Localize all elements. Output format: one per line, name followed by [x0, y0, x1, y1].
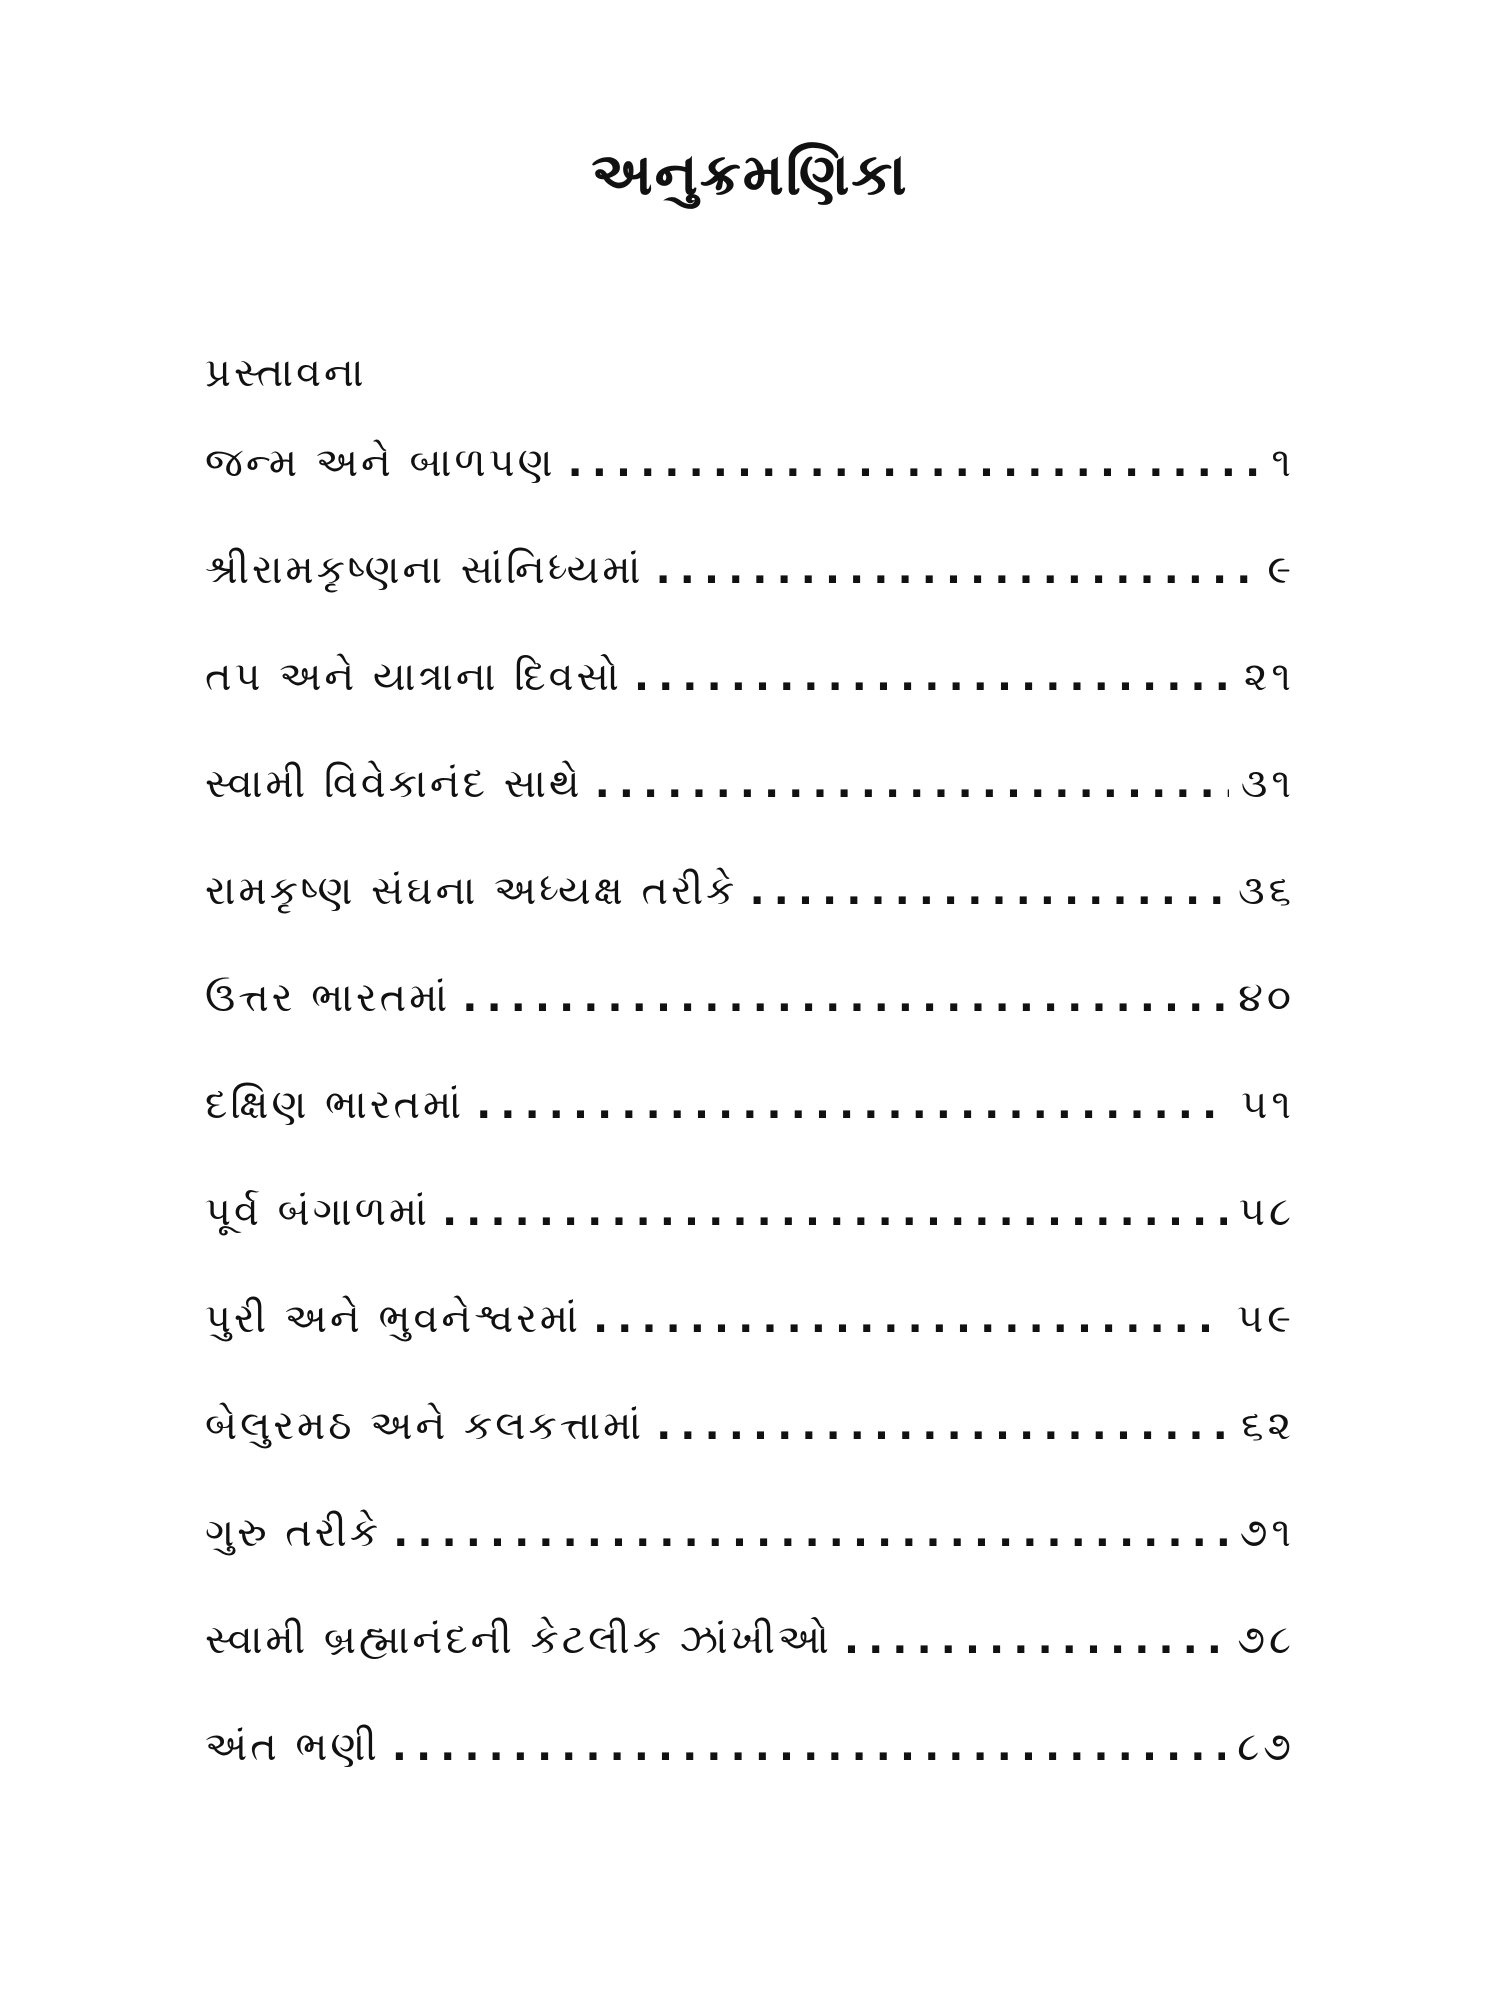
- dot-leader: [442, 1189, 1227, 1235]
- toc-entry-title: પૂર્વ બંગાળમાં: [205, 1189, 430, 1235]
- toc-entry: [205, 975, 1295, 1082]
- toc-entry-page: ૭૮: [1237, 1617, 1295, 1663]
- toc-entry-page: ૫૯: [1237, 1296, 1295, 1342]
- dot-leader: [749, 868, 1226, 914]
- toc-entry-title: શ્રીરામકૃષ્ણના સાંનિધ્યમાં: [205, 547, 644, 593]
- toc-entry: [205, 761, 1295, 868]
- toc-entry-title: દક્ષિણ ભારતમાં: [205, 1082, 465, 1128]
- toc-entry: [205, 440, 1295, 547]
- dot-leader: [568, 440, 1260, 486]
- dot-leader: [462, 975, 1226, 1021]
- toc-entry-page: ૬૨: [1241, 1403, 1295, 1449]
- toc-entry-page: ૧: [1271, 440, 1295, 486]
- toc-entry-title: રામકૃષ્ણ સંઘના અધ્યક્ષ તરીકે: [205, 868, 738, 914]
- toc-entry: [205, 1189, 1295, 1296]
- toc-entry: [205, 1403, 1295, 1510]
- dot-leader: [656, 1403, 1229, 1449]
- toc-entry: [205, 1617, 1295, 1724]
- dot-leader: [634, 654, 1232, 700]
- toc-entry: [205, 1296, 1295, 1403]
- toc-entry: [205, 1510, 1295, 1617]
- toc-entry-title: ગુરુ તરીકે: [205, 1510, 382, 1556]
- toc-entry-title: જન્મ અને બાળપણ: [205, 440, 556, 486]
- dot-leader: [476, 1082, 1229, 1128]
- toc-entry: [205, 1082, 1295, 1189]
- dot-leader: [595, 761, 1229, 807]
- toc-entry-page: ૫૮: [1238, 1189, 1295, 1235]
- toc-entry-title: પુરી અને ભુવનેશ્વરમાં: [205, 1296, 581, 1342]
- toc-entry: [205, 654, 1295, 761]
- toc-entry-page: ૯: [1267, 547, 1295, 593]
- toc-entry-page: ૨૧: [1243, 654, 1295, 700]
- dot-leader: [393, 1510, 1227, 1556]
- toc-entry-title: ઉત્તર ભારતમાં: [205, 975, 451, 1021]
- toc-entry-title: બેલુરમઠ અને કલકત્તામાં: [205, 1403, 645, 1449]
- dot-leader: [593, 1296, 1225, 1342]
- toc-entry-page: ૫૧: [1241, 1082, 1295, 1128]
- dot-leader: [844, 1617, 1225, 1663]
- toc-preface-entry: પ્રસ્તાવના: [205, 350, 367, 396]
- toc-entry-page: ૮૭: [1237, 1724, 1295, 1770]
- toc-entry: [205, 547, 1295, 654]
- toc-entry-title: તપ અને યાત્રાના દિવસો: [205, 654, 622, 700]
- page-title: અનુક્રમણિકા: [591, 140, 909, 208]
- toc-entry-page: ૭૧: [1239, 1510, 1295, 1556]
- toc-entry-title: સ્વામી વિવેકાનંદ સાથે: [205, 761, 583, 807]
- dot-leader: [655, 547, 1255, 593]
- toc-entry-title: અંત ભણી: [205, 1724, 380, 1770]
- toc-entry: [205, 1724, 1295, 1831]
- dot-leader: [392, 1724, 1225, 1770]
- toc-entry-title: સ્વામી બ્રહ્માનંદની કેટલીક ઝાંખીઓ: [205, 1617, 832, 1663]
- toc-entry-page: ૪૦: [1238, 975, 1295, 1021]
- table-of-contents: [205, 440, 1295, 1831]
- toc-entry: [205, 868, 1295, 975]
- toc-entry-page: ૩૧: [1240, 761, 1295, 807]
- toc-entry-page: ૩૬: [1237, 868, 1295, 914]
